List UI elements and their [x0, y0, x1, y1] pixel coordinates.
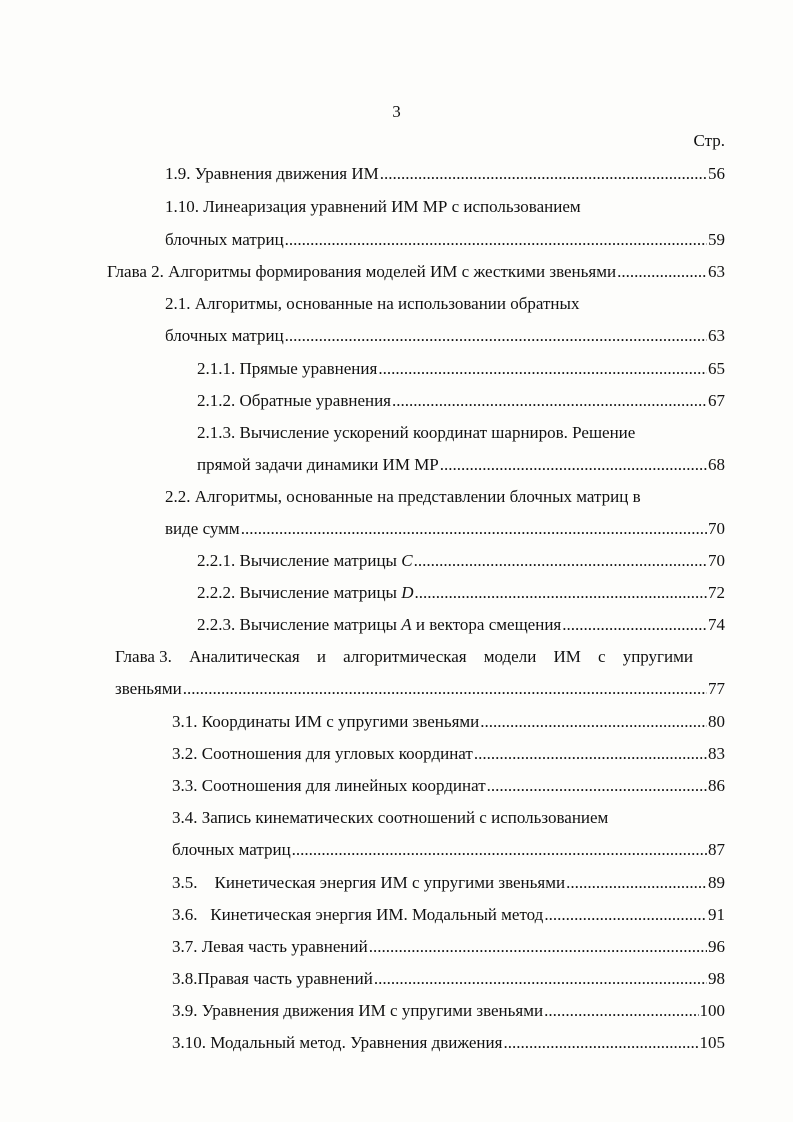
toc-entry-3-4-line1: 3.4. Запись кинематических соотношений с использованием — [172, 808, 609, 827]
toc-entry-label: 1.9. Уравнения движения ИМ — [165, 164, 379, 183]
chapter-word: с — [598, 647, 606, 666]
dot-leader — [292, 839, 707, 861]
chapter-word: и — [316, 647, 326, 666]
matrix-symbol: D — [401, 583, 414, 602]
toc-entry-label — [197, 550, 413, 572]
toc-entry-2-2-1 — [197, 550, 725, 572]
toc-entry-label: блочных матриц — [165, 326, 284, 345]
toc-entry-page: 56 — [708, 164, 725, 183]
toc-entry-2-2 — [165, 518, 725, 540]
toc-entry-1-10 — [165, 229, 725, 251]
toc-entry-label: 3.8.Правая часть уравнений — [172, 969, 373, 988]
chapter-word: алгоритмическая — [343, 647, 467, 666]
toc-entry-page: 89 — [708, 873, 725, 892]
dot-leader — [617, 261, 707, 283]
toc-entry-page: 74 — [708, 615, 725, 634]
toc-entry-3-9 — [172, 1000, 725, 1022]
toc-entry-2-2-2 — [197, 582, 725, 604]
toc-entry-label: 3.2. Соотношения для угловых координат — [172, 744, 473, 763]
toc-entry-page: 68 — [708, 455, 725, 474]
dot-leader — [374, 968, 707, 990]
toc-entry-page: 63 — [708, 262, 725, 281]
toc-entry-label: блочных матриц — [165, 230, 284, 249]
toc-entry-2-2-3 — [197, 614, 725, 636]
chapter-word: модели — [483, 647, 537, 666]
toc-entry-label — [197, 582, 414, 604]
toc-entry-2-1-3 — [197, 454, 725, 476]
page-number: 3 — [392, 102, 401, 121]
dot-leader — [474, 743, 707, 765]
dot-leader — [544, 904, 707, 926]
toc-entry-page: 80 — [708, 712, 725, 731]
toc-entry-label: 2.1.2. Обратные уравнения — [197, 391, 392, 410]
toc-entry-label-suffix: и вектора смещения — [415, 615, 562, 634]
matrix-symbol: A — [401, 615, 412, 634]
toc-entry-label: звеньями — [115, 679, 182, 698]
toc-entry-label: 3.10. Модальный метод. Уравнения движения — [172, 1033, 503, 1052]
matrix-symbol: C — [401, 551, 413, 570]
toc-entry-3-1 — [172, 711, 725, 733]
toc-entry-3-4 — [172, 839, 725, 861]
toc-entry-2-1 — [165, 325, 725, 347]
toc-entry-3-3 — [172, 775, 725, 797]
toc-entry-3-5 — [172, 872, 725, 894]
dot-leader — [378, 358, 707, 380]
chapter-word: ИМ — [553, 647, 581, 666]
dot-leader — [544, 1000, 698, 1022]
toc-entry-1-9 — [165, 163, 725, 185]
dot-leader — [503, 1032, 698, 1054]
toc-entry-label: 3.3. Соотношения для линейных координат — [172, 776, 486, 795]
toc-chapter-3-line1 — [115, 646, 693, 668]
toc-chapter-2 — [107, 261, 725, 283]
toc-entry-3-8 — [172, 968, 725, 990]
toc-entry-page: 87 — [708, 840, 725, 859]
toc-entry-page: 105 — [699, 1033, 725, 1052]
toc-entry-2-2-line1: 2.2. Алгоритмы, основанные на представлении блочных матриц в — [165, 487, 641, 506]
toc-entry-3-6 — [172, 904, 725, 926]
toc-entry-label: прямой задачи динамики ИМ МР — [197, 455, 439, 474]
toc-entry-page: 72 — [708, 583, 725, 602]
dot-leader — [440, 454, 707, 476]
toc-entry-label: 2.1.1. Прямые уравнения — [197, 359, 378, 378]
chapter-word: Аналитическая — [189, 647, 300, 666]
toc-entry-label-text: 2.2.3. Вычисление матрицы — [197, 615, 397, 634]
toc-entry-page: 96 — [708, 937, 725, 956]
toc-entry-page: 77 — [708, 679, 725, 698]
dot-leader — [241, 518, 707, 540]
dot-leader — [562, 614, 707, 636]
toc-entry-page: 70 — [708, 551, 725, 570]
dot-leader — [285, 325, 707, 347]
toc-entry-label: блочных матриц — [172, 840, 291, 859]
toc-entry-3-10 — [172, 1032, 725, 1054]
toc-entry-2-1-2 — [197, 390, 725, 412]
toc-entry-page: 70 — [708, 519, 725, 538]
toc-entry-2-1-3-line1: 2.1.3. Вычисление ускорений координат шарниров. Решение — [197, 423, 636, 442]
chapter-word: упругими — [622, 647, 693, 666]
toc-entry-label — [197, 614, 561, 636]
toc-entry-page: 83 — [708, 744, 725, 763]
dot-leader — [392, 390, 707, 412]
toc-entry-2-1-1 — [197, 358, 725, 380]
toc-entry-page: 65 — [708, 359, 725, 378]
dot-leader — [414, 550, 707, 572]
toc-entry-label: 3.6. Кинетическая энергия ИМ. Модальный метод — [172, 905, 544, 924]
toc-entry-label: 3.9. Уравнения движения ИМ с упругими звеньями — [172, 1001, 544, 1020]
toc-entry-page: 67 — [708, 391, 725, 410]
dot-leader — [380, 163, 707, 185]
toc-entry-page: 98 — [708, 969, 725, 988]
toc-entry-page: 63 — [708, 326, 725, 345]
toc-entry-label-text: 2.2.1. Вычисление матрицы — [197, 551, 397, 570]
toc-entry-label: 3.7. Левая часть уравнений — [172, 937, 368, 956]
toc-entry-page: 100 — [699, 1001, 725, 1020]
dot-leader — [480, 711, 707, 733]
dot-leader — [183, 678, 707, 700]
toc-entry-page: 91 — [708, 905, 725, 924]
toc-entry-label: Глава 2. Алгоритмы формирования моделей ИМ с жесткими звеньями — [107, 262, 617, 281]
toc-entry-label-text: 2.2.2. Вычисление матрицы — [197, 583, 397, 602]
dot-leader — [487, 775, 707, 797]
toc-entry-label: 3.5. Кинетическая энергия ИМ с упругими звеньями — [172, 873, 566, 892]
toc-chapter-3 — [115, 678, 725, 700]
toc-entry-3-2 — [172, 743, 725, 765]
toc-entry-1-10-line1: 1.10. Линеаризация уравнений ИМ МР с использованием — [165, 197, 581, 216]
toc-entry-page: 86 — [708, 776, 725, 795]
toc-entry-label: виде сумм — [165, 519, 240, 538]
dot-leader — [285, 229, 707, 251]
toc-entry-label: 3.1. Координаты ИМ с упругими звеньями — [172, 712, 480, 731]
toc-entry-page: 59 — [708, 230, 725, 249]
page-column-label: Стр. — [693, 131, 725, 150]
toc-entry-2-1-line1: 2.1. Алгоритмы, основанные на использовании обратных — [165, 294, 580, 313]
chapter-word: Глава 3. — [115, 647, 172, 666]
dot-leader — [566, 872, 707, 894]
dot-leader — [415, 582, 707, 604]
toc-entry-3-7 — [172, 936, 725, 958]
dot-leader — [369, 936, 707, 958]
